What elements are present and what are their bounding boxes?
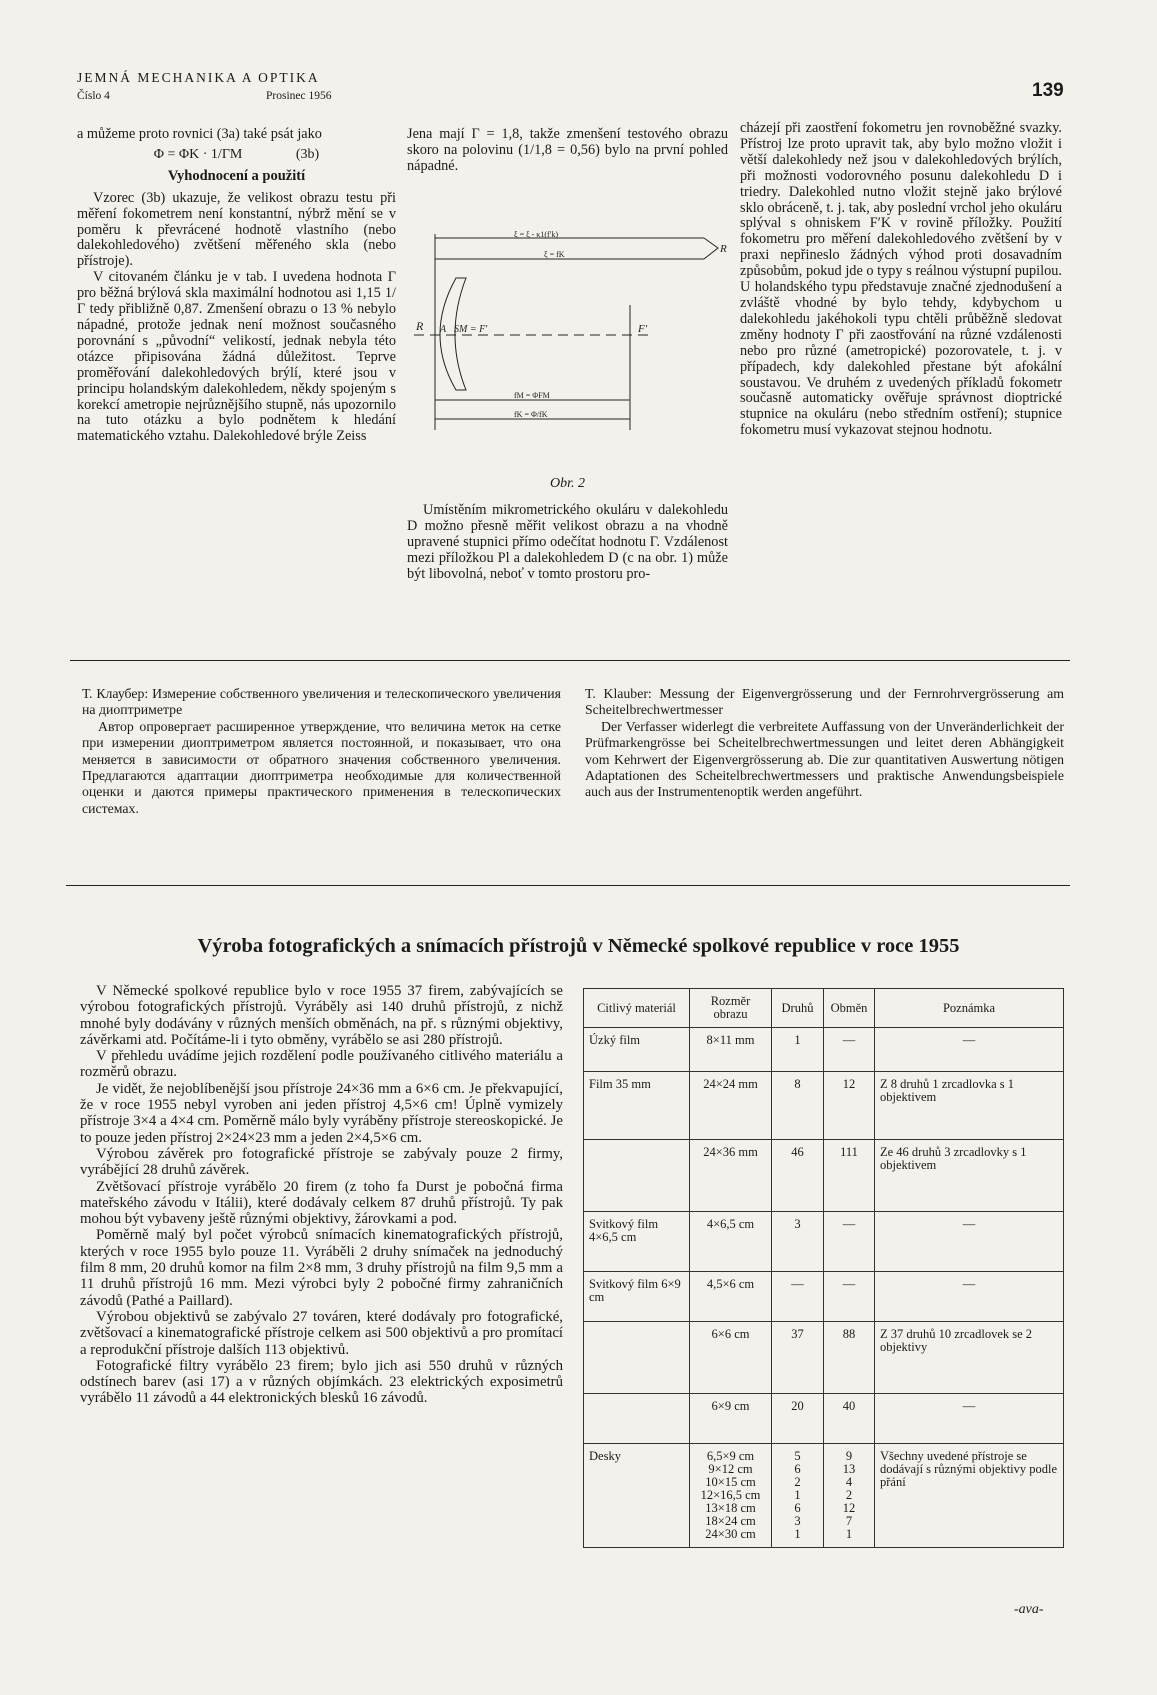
cell-material xyxy=(584,1140,690,1212)
separator-line-2 xyxy=(66,885,1070,886)
cell-size: 6×6 cm xyxy=(690,1322,772,1394)
cell-kinds: 46 xyxy=(772,1140,824,1212)
article-paragraph-8: Fotografické filtry vyrábělo 23 firem; bylo jich asi 550 druhů v různých odstínech barev (asi 17) a v různých objímkách. 23 elektrických exposimetrů vyrábělo 11 závodů a 44 elektronických blesků 16 závodů. xyxy=(80,1357,563,1407)
page-number: 139 xyxy=(1032,80,1064,101)
fig-label-right-r: R xyxy=(720,243,727,255)
kinds-item: 1 xyxy=(794,1527,801,1541)
fig-label-second: ξ = fK xyxy=(544,250,565,259)
production-table xyxy=(583,988,1064,1548)
kinds-item: 6 xyxy=(794,1501,801,1515)
size-item: 13×18 cm xyxy=(705,1501,756,1515)
size-item: 12×16,5 cm xyxy=(700,1488,761,1502)
abstract-de-title: T. Klauber: Messung der Eigenvergrösserung und der Fernrohrvergrösserung am Scheitelbrechwertmesser xyxy=(585,686,1064,718)
column-3 xyxy=(740,121,1062,439)
cell-variants: 40 xyxy=(824,1394,875,1444)
figure-2-diagram xyxy=(414,230,734,470)
column-2 xyxy=(407,127,728,175)
kinds-item: 1 xyxy=(794,1488,801,1502)
fig-label-sm: SM = F′ xyxy=(454,324,488,335)
cell-material xyxy=(584,1322,690,1394)
table-header-row xyxy=(584,989,1064,1028)
article-paragraph-7: Výrobou objektivů se zabývalo 27 továren, které dodávaly pro fotografické, zvětšovací a kinematografické přístroje celkem asi 500 objektivů a pro promítací a reprodukční přístroje dalších 113 objektivů. xyxy=(80,1308,563,1358)
variants-item: 2 xyxy=(845,1488,853,1502)
table-row xyxy=(584,1028,1064,1072)
fig-label-top: ξ = ξ - κ1(f′k) xyxy=(514,230,559,239)
column-1 xyxy=(77,127,396,445)
kinds-item: 6 xyxy=(794,1462,801,1476)
kinds-item: 5 xyxy=(794,1449,801,1463)
size-item: 18×24 cm xyxy=(705,1514,756,1528)
cell-variants: — xyxy=(824,1272,875,1322)
cell-size-list xyxy=(690,1444,772,1548)
fig-label-fprime: F′ xyxy=(638,323,648,335)
size-item: 10×15 cm xyxy=(705,1475,756,1489)
issue-number: Číslo 4 xyxy=(77,90,110,102)
cell-kinds: 1 xyxy=(772,1028,824,1072)
variants-item: 12 xyxy=(842,1501,856,1515)
column-2-lower xyxy=(407,503,728,583)
cell-note: — xyxy=(875,1212,1064,1272)
separator-line-1 xyxy=(70,660,1070,661)
table-row xyxy=(584,1072,1064,1140)
col2-paragraph-1: Jena mají Γ = 1,8, takže zmenšení testového obrazu skoro na polovinu (1/1,8 = 0,56) bylo na první pohled nápadné. xyxy=(407,126,728,174)
cell-kinds: — xyxy=(772,1272,824,1322)
article-paragraph-6: Poměrně malý byl počet výrobců snímacích kinematografických přístrojů, kterých v roce 1955 bylo pouze 11. Vyráběli 2 druhy snímaček na jednoduchý film 8 mm, 20 druhů komor na film 2×8 mm, 3 druhy přístrojů na film 9,5 mm a 11 druhů přístrojů 16 mm. Mezi výrobci byly 2 pobočné firmy zahraničních závodů (Pathé a Paillard). xyxy=(80,1227,563,1309)
variants-item: 9 xyxy=(845,1449,853,1463)
abstract-ru-title: Т. Клаубер: Измерение собственного увеличения и телескопического увеличения на диоптриметре xyxy=(82,686,561,718)
article-paragraph-3: Je vidět, že nejoblíbenější jsou přístroje 24×36 mm a 6×6 cm. Je překvapující, že v roce 1955 nebyl vyroben ani jeden přístroj 4,5×6 cm! Úplně vymizely přístroje 3×4 a 4×4 cm. Poměrně málo byly vyráběny přístroje stereoskopické. Je to pouze jeden přístroj 2×24×23 mm a jeden 2×4,5×6 cm. xyxy=(80,1080,563,1146)
cell-variants: — xyxy=(824,1028,875,1072)
col1-intro: a můžeme proto rovnici (3a) také psát jako xyxy=(77,126,322,142)
header-note: Poznámka xyxy=(875,989,1064,1028)
cell-kinds: 20 xyxy=(772,1394,824,1444)
cell-material: Desky xyxy=(584,1444,690,1548)
col2-paragraph-2: Umístěním mikrometrického okuláru v dalekohledu D možno přesně měřit velikost obrazu a na vhodně upravené stupnici přímo odečítat hodnotu Γ. Vzdálenost mezi příložkou Pl a dalekohledem D (c na obr. 1) může být libovolná, neboť v tomto prostoru pro- xyxy=(407,502,728,582)
formula-expression: Φ = ΦK · 1/ΓM xyxy=(153,146,243,162)
cell-material: Svitkový film 6×9 cm xyxy=(584,1272,690,1322)
article-paragraph-4: Výrobou závěrek pro fotografické přístroje se zabývaly pouze 2 firmy, vyrábějící 28 druhů závěrek. xyxy=(80,1145,563,1179)
variants-item: 13 xyxy=(842,1462,856,1476)
abstract-ru-body: Автор опровергает расширенное утверждение, что величина меток на сетке при измерении диоптриметром является постоянной, и показывает, что она меняется в зависимости от обратного значения собственного увеличения. Предлагаются адаптации диоптриметра необходимые для количественной оценки и даются примеры практического применения в телескопических системах. xyxy=(82,718,561,816)
cell-variants: 88 xyxy=(824,1322,875,1394)
signature: -ava- xyxy=(1014,1602,1044,1617)
cell-size: 4,5×6 cm xyxy=(690,1272,772,1322)
cell-material: Úzký film xyxy=(584,1028,690,1072)
figure-caption: Obr. 2 xyxy=(550,476,586,491)
cell-note: Z 8 druhů 1 zrcadlovka s 1 objektivem xyxy=(875,1072,1064,1140)
cell-variants: 12 xyxy=(824,1072,875,1140)
fig-label-a: A xyxy=(440,324,447,335)
cell-note: Z 37 druhů 10 zrcadlovek se 2 objektivy xyxy=(875,1322,1064,1394)
col3-paragraph-1: cházejí při zaostření fokometru jen rovnoběžné svazky. Přístroj lze proto upravit tak, aby bylo možno vložit i větší dalekohledy než jsou v dalekohledových brýlích, při možnosti vodorovného posunu dalekohledu D i triedry. Dalekohled nutno vložit stejně jako brýlové sklo obráceně, t. j. tak, aby poslední vrchol jeho okuláru splýval s ohniskem F′K v rovině příložky. Použití fokometru pro měření dalekohledového zvětšení by v praxi nepřineslo žádných výhod proti dosavadním způsobům, pokud jde o typy s reálnou výstupní pupilou. U holandského typu představuje značné zjednodušení a zvláště vhodné by bylo tehdy, kdybychom u dalekohledu jakéhokoli typu chtěli průběžně sledovat změny hodnoty Γ při zaostřování na různé vzdálenosti nebo pro různé (ametropické) pozorovatele, t. j. v případech, kdy dalekohled přestane být afokální soustavou. Ve druhém z uvedených příkladů fokometr současně automaticky ověřuje správnost dioptrické stupnice na okuláru (nebo středním ostření); stupnice fokometru musí vykazovat stejnou hodnotu. xyxy=(740,120,1062,439)
col1-paragraph-2: V citovaném článku je v tab. I uvedena hodnota Γ pro běžná brýlová skla maximální hodnotou asi 1,15 1/Γ tedy přibližně 0,87. Zmenšení obrazu o 13 % nebylo nápadné, protože jednak není možnost současného porovnání s „původní“ velikostí, jednak nebyla této otázce připisována žádná důležitost. Teprve proměřování dalekohledových brýlí, které jsou v principu holandským dalekohledem, někdy spojeným s korekcí ametropie nejrůznějšího stupně, nás upozornilo na tuto otázku a bylo podnětem k hledání matematického vztahu. Dalekohledové brýle Zeiss xyxy=(77,269,396,445)
article-paragraph-5: Zvětšovací přístroje vyrábělo 20 firem (z toho fa Durst je pobočná firma mateřského závodu v Itálii), které dodávaly celkem 87 druhů přístrojů. Ty pak mohou být vybaveny ještě různými objektivy, žárovkami a pod. xyxy=(80,1178,563,1228)
table-row xyxy=(584,1140,1064,1212)
article-title: Výroba fotografických a snímacích přístrojů v Německé spolkové republice v roce 1955 xyxy=(197,935,960,957)
cell-variants: — xyxy=(824,1212,875,1272)
fig-label-fm: fM = ΦFM xyxy=(514,391,550,400)
cell-variants-list xyxy=(824,1444,875,1548)
cell-note: — xyxy=(875,1272,1064,1322)
formula-label: (3b) xyxy=(295,146,320,162)
size-item: 6,5×9 cm xyxy=(706,1449,755,1463)
table-row-desky xyxy=(584,1444,1064,1548)
cell-note: Všechny uvedené přístroje se dodávají s různými objektivy podle přání xyxy=(875,1444,1064,1548)
article-paragraph-1: V Německé spolkové republice bylo v roce 1955 37 firem, zabývajících se výrobou fotografických přístrojů. Vyráběly asi 140 druhů přístrojů, z nichž mnohé byly dodávány v různých menších obměnách, na př. s různými objektivy, závěrkami atd. Počítáme-li i tyto obměny, vyrábělo se asi 280 přístrojů. xyxy=(80,983,563,1048)
cell-material xyxy=(584,1394,690,1444)
col1-paragraph-1: Vzorec (3b) ukazuje, že velikost obrazu testu při měření fokometrem není konstantní, nýbrž mění se v poměru k převrácené hodnotě vlastního (nebo dalekohledového) zvětšení měřeného skla (nebo přístroje). xyxy=(77,189,396,270)
table-row xyxy=(584,1322,1064,1394)
variants-item: 4 xyxy=(845,1475,853,1489)
article-body xyxy=(80,983,563,1407)
cell-variants: 111 xyxy=(824,1140,875,1212)
cell-kinds: 8 xyxy=(772,1072,824,1140)
journal-title: JEMNÁ MECHANIKA A OPTIKA xyxy=(77,70,320,85)
cell-material: Film 35 mm xyxy=(584,1072,690,1140)
variants-item: 7 xyxy=(845,1514,853,1528)
section-heading: Vyhodnocení a použití xyxy=(167,167,306,184)
header-size: Rozměr obrazu xyxy=(690,989,772,1028)
cell-size: 24×24 mm xyxy=(690,1072,772,1140)
table-row xyxy=(584,1212,1064,1272)
cell-note: — xyxy=(875,1028,1064,1072)
cell-kinds-list xyxy=(772,1444,824,1548)
abstract-german xyxy=(585,686,1064,801)
table-row xyxy=(584,1272,1064,1322)
variants-item: 1 xyxy=(845,1527,853,1541)
size-item: 24×30 cm xyxy=(705,1527,756,1541)
header-kinds: Druhů xyxy=(772,989,824,1028)
header-variants: Obměn xyxy=(824,989,875,1028)
cell-note: Ze 46 druhů 3 zrcadlovky s 1 objektivem xyxy=(875,1140,1064,1212)
fig-label-left-r: R xyxy=(416,319,424,333)
abstract-de-body: Der Verfasser widerlegt die verbreitete Auffassung von der Unveränderlichkeit der Prüfmarkengrösse bei Scheitelbrechwertmessungen und leitet deren Abhängigkeit vom Kehrwert der Eigenvergrösserung ab. Die zur quantitativen Auswertung nötigen Adaptationen des Scheitelbrechwertmessers und praktische Anwendungsbeispiele auch aus der Instrumentenoptik werden angeführt. xyxy=(585,718,1064,800)
cell-kinds: 37 xyxy=(772,1322,824,1394)
cell-note: — xyxy=(875,1394,1064,1444)
issue-date: Prosinec 1956 xyxy=(266,90,332,102)
size-item: 9×12 cm xyxy=(708,1462,753,1476)
right-brace xyxy=(704,238,718,259)
fig-label-fk: fK = Φ/fK xyxy=(514,410,548,419)
article-paragraph-2: V přehledu uvádíme jejich rozdělení podle používaného citlivého materiálu a rozměrů obrazu. xyxy=(80,1048,563,1081)
cell-material: Svitkový film 4×6,5 cm xyxy=(584,1212,690,1272)
kinds-item: 2 xyxy=(794,1475,801,1489)
cell-kinds: 3 xyxy=(772,1212,824,1272)
cell-size: 8×11 mm xyxy=(690,1028,772,1072)
abstract-russian xyxy=(82,686,561,817)
cell-size: 4×6,5 cm xyxy=(690,1212,772,1272)
formula-3b xyxy=(77,147,396,163)
header-material: Citlivý materiál xyxy=(584,989,690,1028)
kinds-item: 3 xyxy=(794,1514,801,1528)
cell-size: 6×9 cm xyxy=(690,1394,772,1444)
table-row xyxy=(584,1394,1064,1444)
cell-size: 24×36 mm xyxy=(690,1140,772,1212)
